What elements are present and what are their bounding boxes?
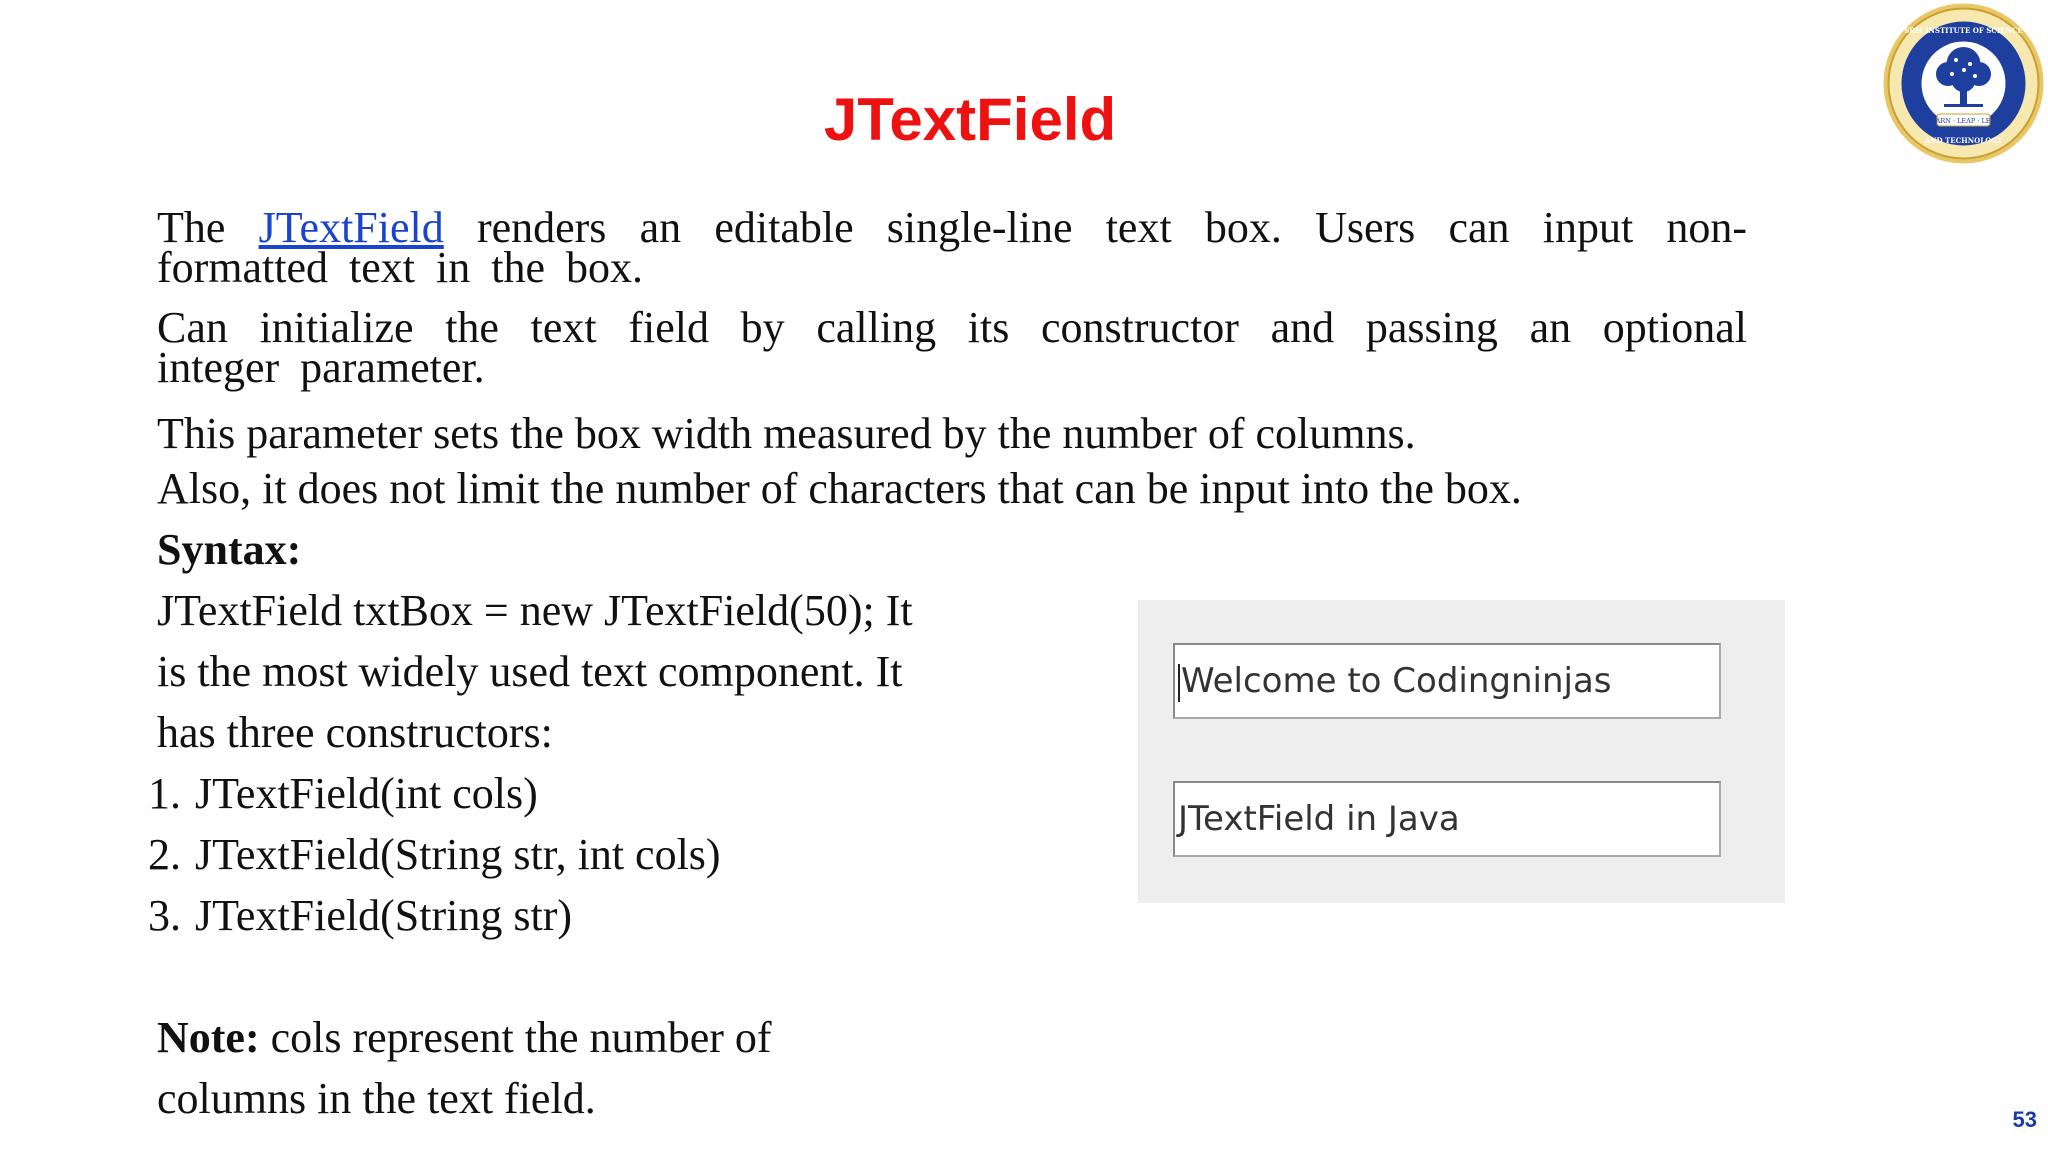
list-item: 3. JTextField(String str)	[148, 891, 573, 940]
institute-seal-logo	[1882, 2, 2045, 165]
text-caret	[1178, 664, 1180, 702]
slide-title: JTextField	[823, 86, 1117, 153]
jtextfield-link[interactable]: JTextField	[258, 203, 444, 252]
syntax-line-1: JTextField txtBox = new JTextField(50); It	[157, 586, 913, 635]
paragraph-constructor: Can initialize the text field by calling its constructor and passing an optional integer parameter.	[157, 303, 1747, 392]
paragraph-limit: Also, it does not limit the number of characters that can be input into the box.	[157, 464, 1522, 513]
syntax-line-2: is the most widely used text component. It	[157, 647, 903, 696]
jtextfield-demo-panel	[1138, 600, 1785, 903]
syntax-heading: Syntax:	[157, 525, 302, 574]
note-label: Note:	[157, 1013, 260, 1062]
list-item: 1. JTextField(int cols)	[148, 769, 538, 818]
note-line-1: Note: cols represent the number of	[157, 1013, 772, 1062]
logo-motto: LEARN · LEAP · LEAD	[1926, 117, 2001, 125]
paragraph-intro: The JTextField renders an editable single-line text box. Users can input non-formatted text in the box.	[157, 203, 1748, 292]
paragraph-width: This parameter sets the box width measured by the number of columns.	[157, 409, 1416, 458]
demo-text-field-2[interactable]: JTextField in Java	[1173, 781, 1721, 857]
demo-text-field-1[interactable]: Welcome to Codingninjas	[1173, 643, 1721, 719]
note-line-2: columns in the text field.	[157, 1074, 596, 1123]
logo-ring-text-2: AND TECHNOLOGY	[1924, 136, 2003, 145]
logo-ring-text: SRM INSTITUTE OF SCIENCE	[1904, 26, 2023, 35]
list-item: 2. JTextField(String str, int cols)	[148, 830, 721, 879]
syntax-line-3: has three constructors:	[157, 708, 553, 757]
page-number: 53	[2012, 1107, 2037, 1132]
